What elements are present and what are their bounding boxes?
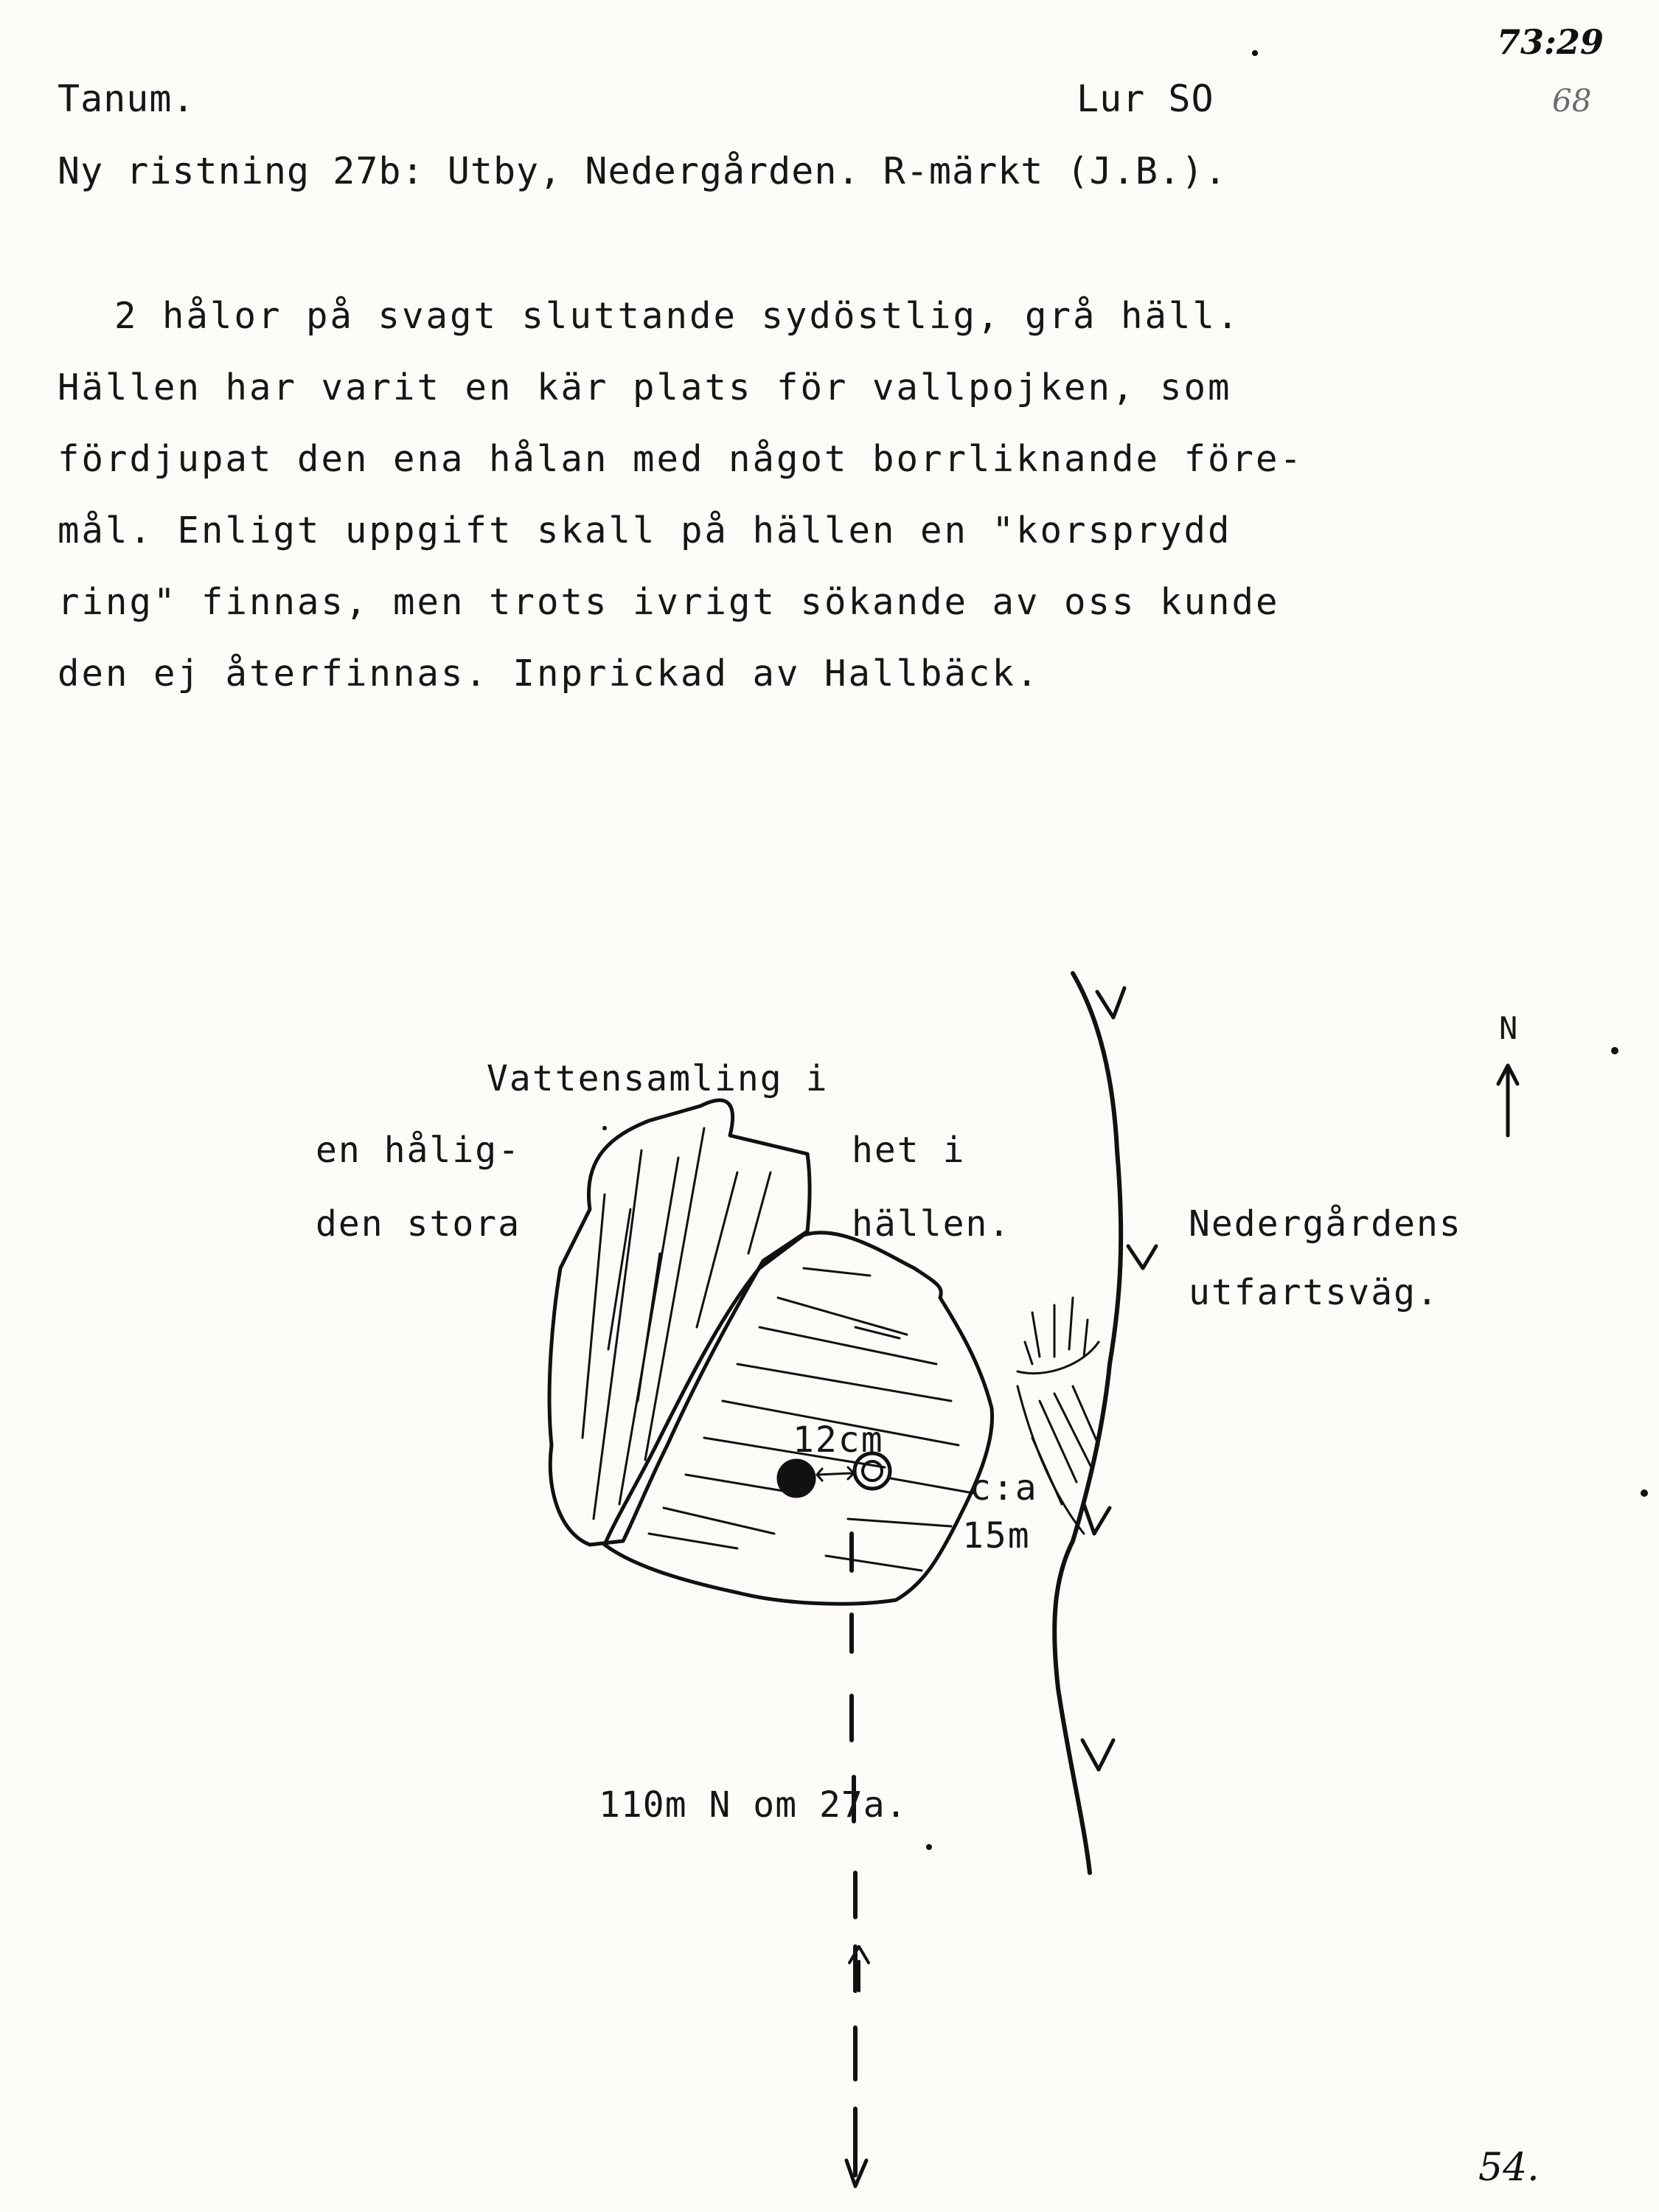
map-reference: Lur SO (1077, 77, 1214, 120)
document-title: Ny ristning 27b: Utby, Nedergården. R-märkt (J.B.). (58, 150, 1228, 192)
distance-between-holes: 12cm (793, 1419, 884, 1461)
measure-arrow-icon (817, 1467, 854, 1481)
label-water-line-3a: den stora (316, 1203, 521, 1245)
label-road-line-1: Nedergårdens (1189, 1203, 1462, 1245)
hole-1-icon (778, 1460, 815, 1497)
label-water-line-3b: hällen. (852, 1203, 1012, 1245)
body-line-3: fördjupat den ena hålan med något borrliknande före- (58, 438, 1304, 480)
road-arrow-icon (1128, 1246, 1156, 1268)
label-water-line-2a: en hålig- (316, 1130, 521, 1171)
body-line-4: mål. Enligt uppgift skall på hällen en "korsprydd (58, 509, 1232, 552)
label-road-line-2: utfartsväg. (1189, 1272, 1439, 1313)
distance-to-27a: 110m N om 27a. (599, 1784, 908, 1826)
handwritten-note: 68 (1552, 83, 1592, 119)
road-line (1054, 973, 1121, 1873)
place-name: Tanum. (58, 77, 195, 120)
sloping-rock-outline (605, 1233, 992, 1604)
large-rock-outline (549, 1100, 810, 1545)
label-water-line-2b: het i (852, 1130, 966, 1171)
body-line-6: den ej återfinnas. Inprickad av Hallbäck. (58, 653, 1040, 695)
direction-27a-dashed-line (852, 1534, 855, 2175)
large-rock-hatching (582, 1128, 771, 1519)
body-line-2: Hällen har varit en kär plats för vallpojken, som (58, 366, 1232, 408)
label-water-line-1: Vattensamling i (487, 1058, 829, 1099)
north-label: N (1499, 1010, 1520, 1046)
distance-to-road-1: c:a (970, 1467, 1038, 1509)
page-number: 54. (1478, 2146, 1540, 2190)
road-arrow-icon (1097, 988, 1124, 1018)
north-arrow-icon (1498, 1065, 1517, 1135)
body-line-1: 2 hålor på svagt sluttande sydöstlig, grå häll. (114, 295, 1241, 337)
archive-number: 73:29 (1497, 22, 1604, 62)
up-arrow-icon (849, 1947, 869, 1991)
distance-to-road-2: 15m (962, 1515, 1031, 1557)
road-arrow-icon (1082, 1740, 1113, 1770)
body-line-5: ring" finnas, men trots ivrigt sökande av oss kunde (58, 581, 1280, 623)
road-arrow-icon (1084, 1504, 1110, 1534)
